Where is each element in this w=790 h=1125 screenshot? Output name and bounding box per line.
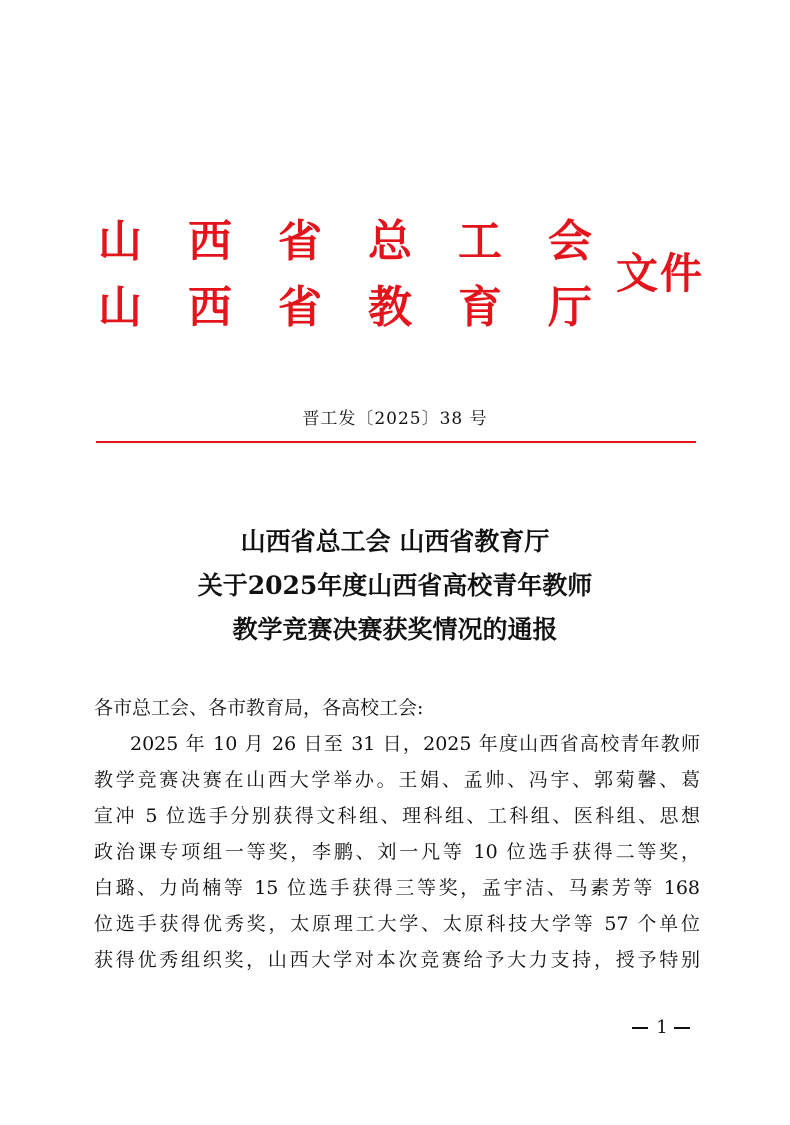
issuer-char: 西 [188, 282, 232, 333]
paragraph-line: 位选手获得优秀奖，太原理工大学、太原科技大学等 57 个单位 [94, 913, 700, 935]
paragraph-line: 获得优秀组织奖，山西大学对本次竞赛给予大力支持，授予特别 [94, 949, 700, 971]
issuer-char: 山 [98, 282, 142, 333]
page-number-dash [632, 1027, 648, 1029]
issuer-char: 山 [98, 216, 142, 267]
document-body [94, 690, 700, 978]
issuer-char: 省 [278, 282, 322, 333]
paragraph-line: 教学竞赛决赛在山西大学举办。王娟、孟帅、冯宇、郭菊馨、葛 [94, 769, 700, 791]
document-number: 晋工发〔2025〕38 号 [302, 409, 488, 429]
issuer-char: 西 [188, 216, 232, 267]
paragraph-line: 宣冲 5 位选手分别获得文科组、理科组、工科组、医科组、思想 [94, 805, 700, 827]
page-number [620, 1015, 700, 1041]
page-number-dash [674, 1027, 690, 1029]
issuer-char: 工 [458, 216, 502, 267]
document-type-label: 文件 [616, 249, 705, 298]
red-divider-line [96, 441, 696, 443]
page-number-value: 1 [656, 1017, 668, 1038]
document-header [96, 210, 716, 340]
paragraph-line: 政治课专项组一等奖，李鹏、刘一凡等 10 位选手获得二等奖， [94, 841, 700, 863]
title-line-3: 教学竞赛决赛获奖情况的通报 [232, 615, 558, 644]
paragraph-line: 2025 年 10 月 26 日至 31 日，2025 年度山西省高校青年教师 [130, 733, 700, 755]
issuer-char: 育 [458, 282, 502, 333]
title-line-2: 关于2025年度山西省高校青年教师 [197, 571, 593, 600]
salutation: 各市总工会、各市教育局，各高校工会: [94, 697, 424, 719]
title-line-1: 山西省总工会 山西省教育厅 [240, 527, 550, 556]
issuer-char: 厅 [548, 282, 592, 333]
issuer-char: 总 [368, 216, 412, 267]
issuer-char: 会 [548, 216, 592, 267]
issuer-char: 教 [368, 282, 412, 333]
issuer-char: 省 [278, 216, 322, 267]
document-title [0, 520, 790, 652]
paragraph-line: 白璐、力尚楠等 15 位选手获得三等奖，孟宇洁、马素芳等 168 [94, 877, 700, 899]
